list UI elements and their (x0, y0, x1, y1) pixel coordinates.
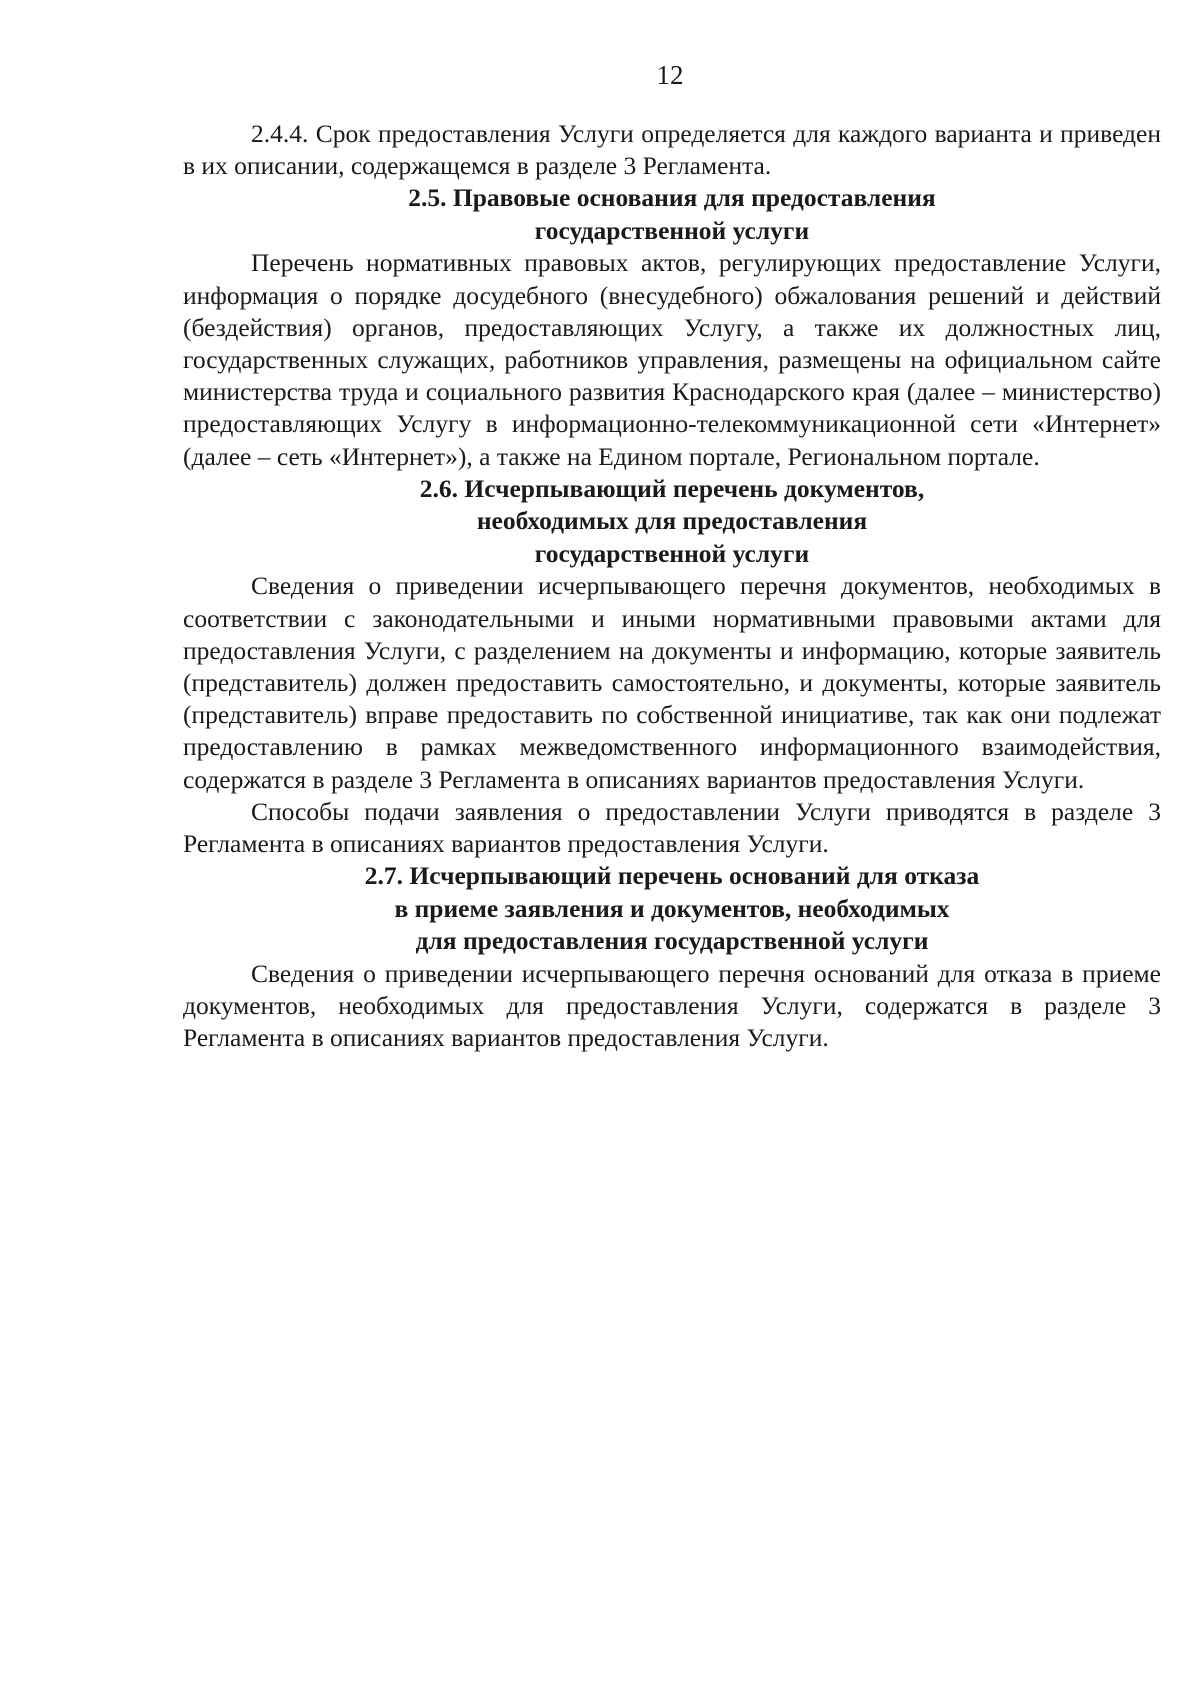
section-heading-2-6 (183, 473, 1161, 571)
paragraph-2-6-documents: Сведения о приведении исчерпывающего перечня документов, необходимых в соответствии с законодательными и иными нормативными правовыми актами для предоставления Услуги, с разделением на документы и информацию, которые заявитель (представитель) должен предоставить самостоятельно, и документы, которые заявитель (представитель) вправе предоставить по собственной инициативе, так как они подлежат предоставлению в рамках межведомственного информационного взаимодействия, содержатся в разделе 3 Регламента в описаниях вариантов предоставления Услуги. (183, 571, 1161, 794)
heading-line: в приеме заявления и документов, необходимых (394, 893, 950, 923)
section-heading-2-5 (183, 182, 1161, 247)
heading-line: 2.5. Правовые основания для предоставления (408, 183, 936, 213)
paragraph-2-6-submission-methods: Способы подачи заявления о предоставлении Услуги приводятся в разделе 3 Регламента в описаниях вариантов предоставления Услуги. (183, 796, 1161, 858)
document-body (183, 118, 1161, 1054)
heading-line: государственной услуги (534, 215, 810, 245)
paragraph-2-5: Перечень нормативных правовых актов, регулирующих предоставление Услуги, информация о порядке досудебного (внесудебного) обжалования решений и действий (бездействия) органов, предоставляющих Услугу, а также их должностных лиц, государственных служащих, работников управления, размещены на официальном сайте министерства труда и социального развития Краснодарского края (далее – министерство) предоставляющих Услугу в информационно-телекоммуникационной сети «Интернет» (далее – сеть «Интернет»), а также на Едином портале, Региональном портале. (183, 248, 1161, 471)
page-number: 12 (656, 60, 684, 90)
paragraph-2-4-4: 2.4.4. Срок предоставления Услуги определяется для каждого варианта и приведен в их описании, содержащемся в разделе 3 Регламента. (183, 119, 1161, 181)
heading-line: государственной услуги (534, 538, 810, 568)
heading-line: 2.6. Исчерпывающий перечень документов, (419, 473, 925, 503)
heading-line: 2.7. Исчерпывающий перечень оснований для отказа (364, 861, 980, 891)
section-heading-2-7 (183, 860, 1161, 958)
paragraph-2-7: Сведения о приведении исчерпывающего перечня оснований для отказа в приеме документов, необходимых для предоставления Услуги, содержатся в разделе 3 Регламента в описаниях вариантов предоставления Услуги. (183, 958, 1161, 1053)
heading-line: для предоставления государственной услуги (415, 926, 929, 956)
heading-line: необходимых для предоставления (476, 506, 868, 536)
